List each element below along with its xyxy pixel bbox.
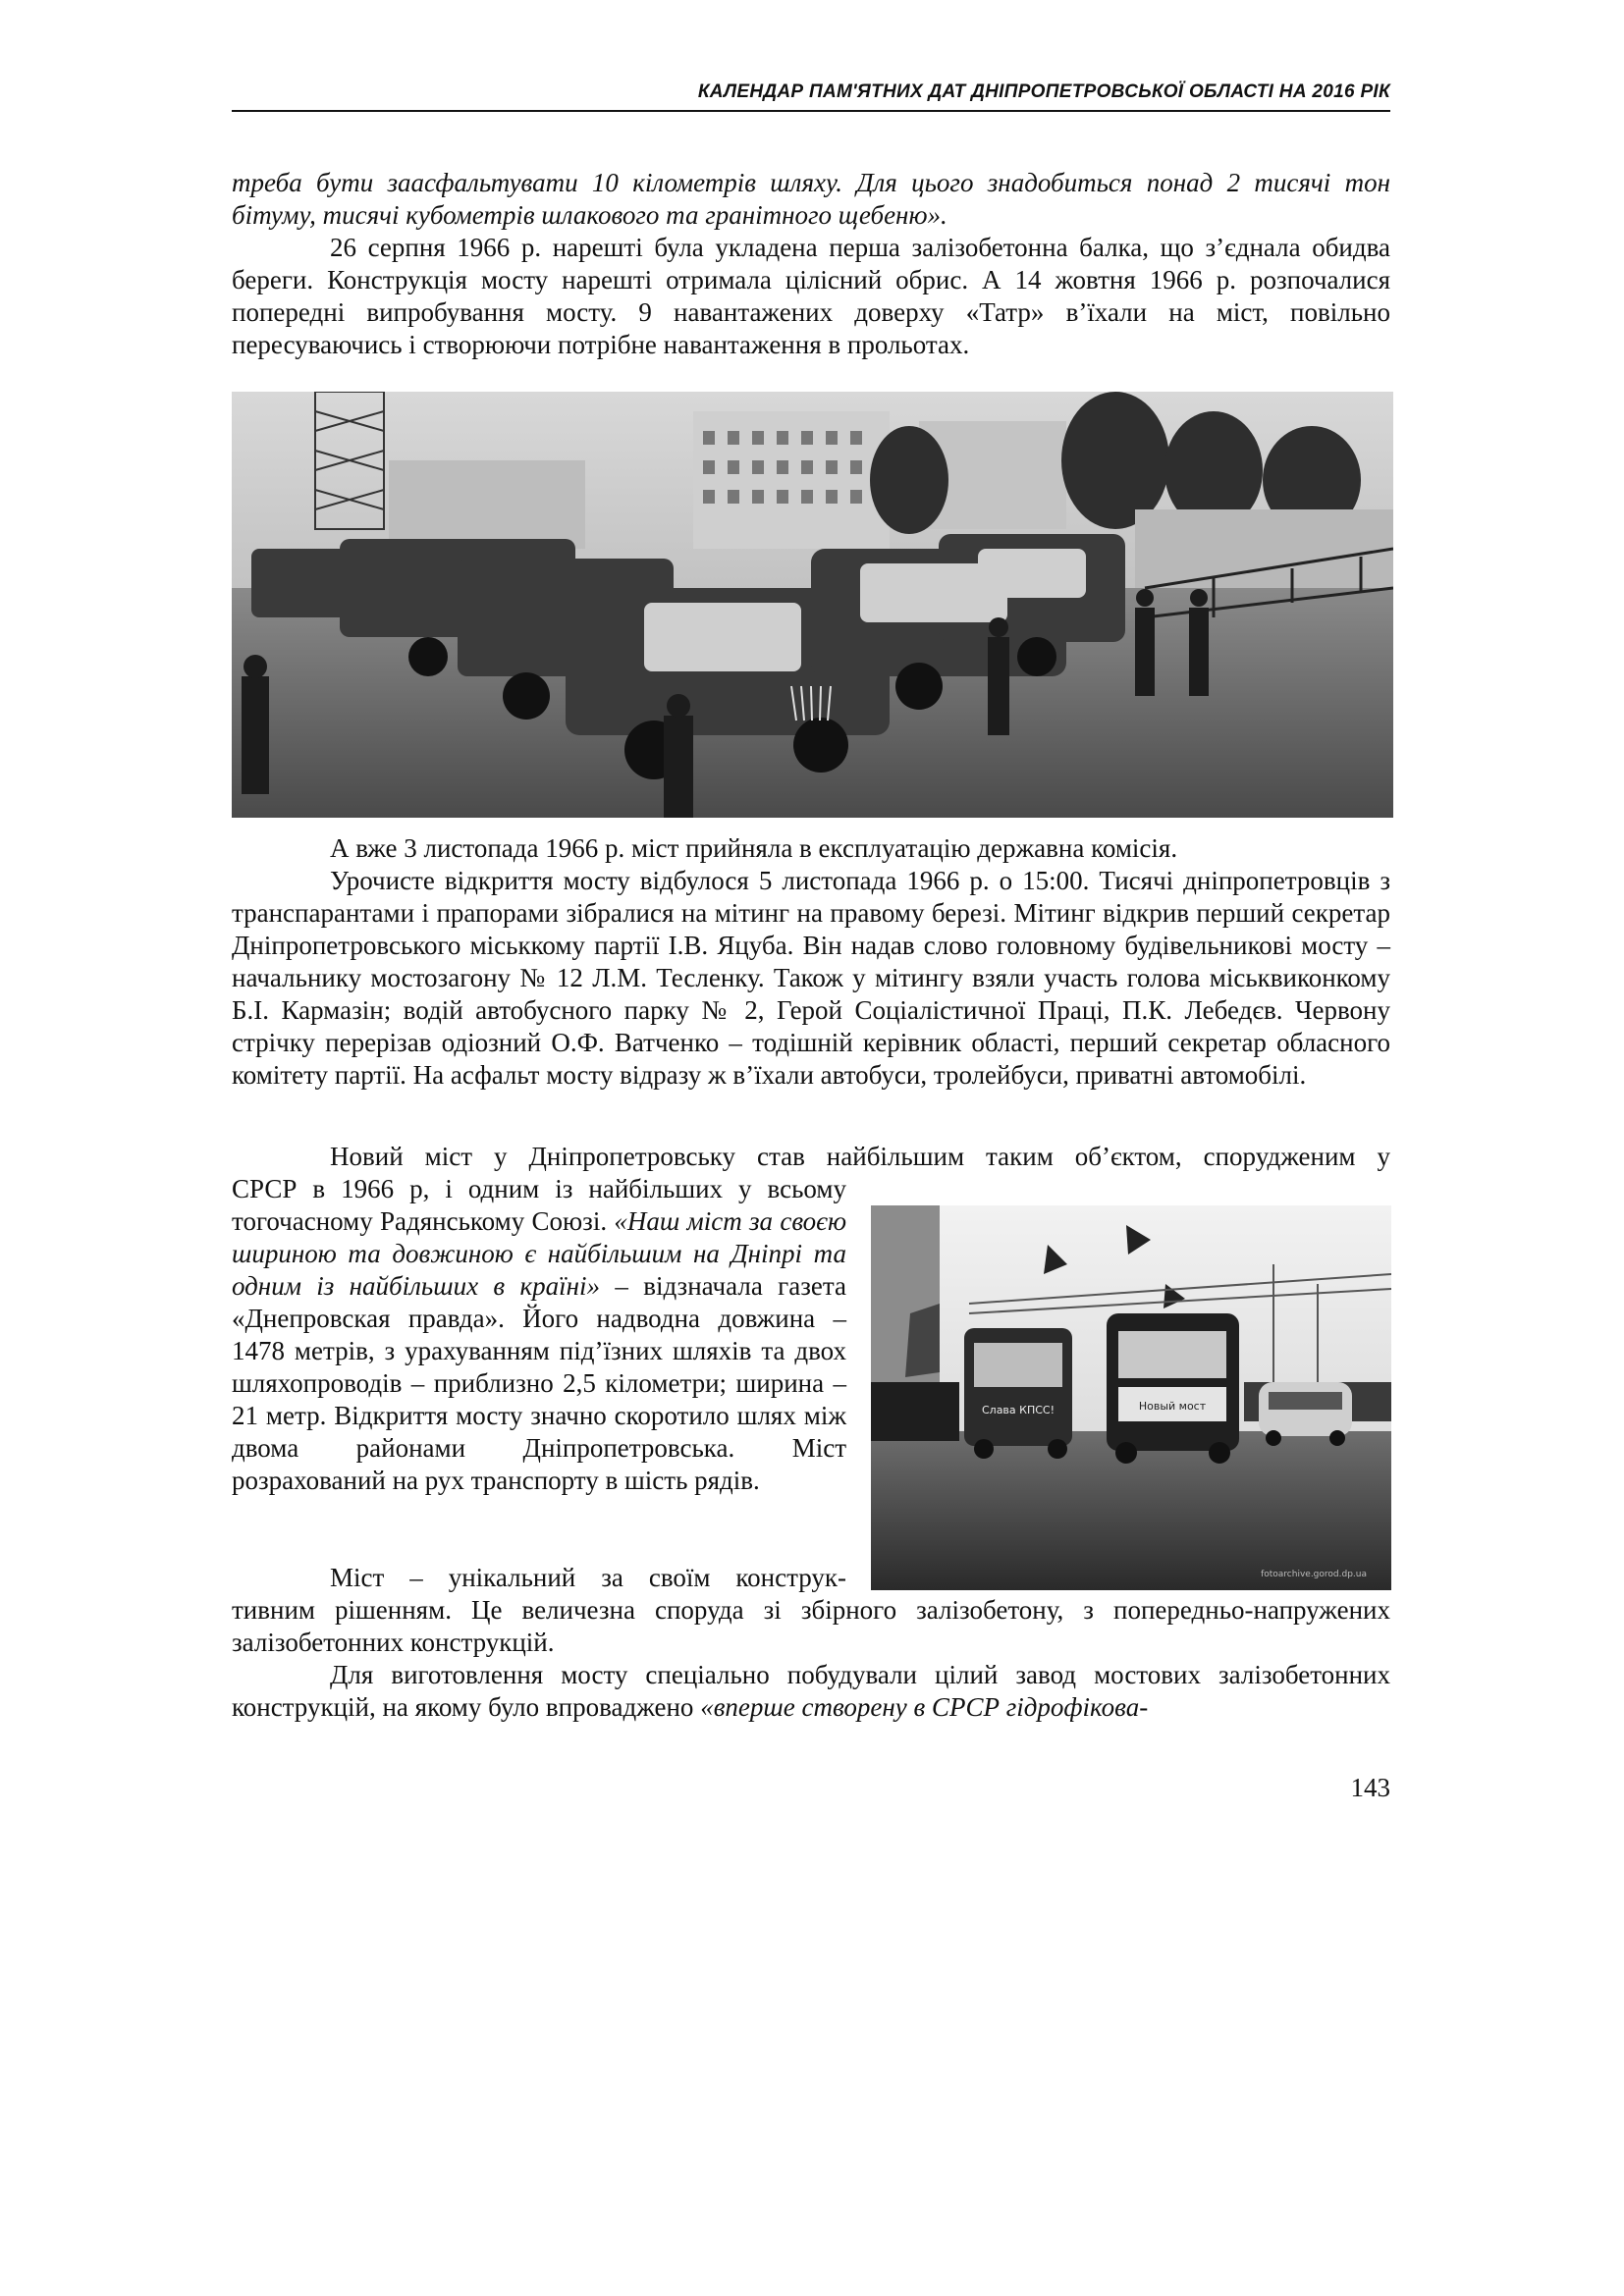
- newspaper-quote: «Наш міст за своєю шириною та довжиною є найбільшим на Дніпрі та одним із найбільших в країні»: [232, 1206, 846, 1301]
- running-title: КАЛЕНДАР ПАМ'ЯТНИХ ДАТ ДНІПРОПЕТРОВСЬКОЇ ОБЛАСТІ НА 2016 РІК: [697, 81, 1390, 102]
- text-segment: СРСР в 1966 р, і одним із найбільших у всьому тогочасному Радянському Союзі.: [232, 1174, 846, 1236]
- photo-tatra-trucks-load-test: [232, 392, 1393, 818]
- quote-segment: «вперше створену в СРСР гідрофікова-: [700, 1692, 1149, 1722]
- text-segment: – відзначала газета «Днепровская правда». Його надводна довжина – 1478 метрів, з урахуванням під’їзних шляхів та двох шляхопроводів – приблизно 2,5 кілометри; ширина – 21 метр. Відкриття мосту значно скоротило шлях між двома районами Дніпропетровська. Міст розрахований на рух транспорту в шість рядів.: [232, 1271, 846, 1495]
- photo-watermark: fotoarchive.gorod.dp.ua: [1261, 1570, 1367, 1579]
- bus2-sign: Новый мост: [1138, 1400, 1207, 1413]
- text-segment: Для виготовлення мосту спеціально побудували цілий завод мостових залізобетонних конструкцій, на якому було впроваджено: [232, 1660, 1390, 1722]
- paragraph-bridge-plant: [232, 1659, 1390, 1724]
- photo-opening-buses-image: [871, 1205, 1391, 1590]
- paragraph-quote-continuation: треба бути заасфальтувати 10 кілометрів шляху. Для цього знадобиться понад 2 тисячі тон бітуму, тисячі кубометрів шлакового та гранітного щебеню».: [232, 168, 1390, 230]
- paragraph-beam-laid: 26 серпня 1966 р. нарешті була укладена перша залізобетонна балка, що з’єднала обидва береги. Конструкція мосту нарешті отримала цілісний обрис. А 14 жовтня 1966 р. розпочалися попередні випробування мосту. 9 навантажених доверху «Татр» в’їхали на міст, повільно пересуваючись і створюючи потрібне навантаження в прольотах.: [232, 233, 1390, 359]
- photo-tatra-trucks-image: [232, 392, 1393, 818]
- paragraph-unique-design-first-line: Міст – унікальний за своїм конструк-: [330, 1563, 846, 1592]
- bus1-sign: Слава КПСС!: [981, 1404, 1056, 1416]
- photo-opening-buses: [871, 1205, 1391, 1590]
- paragraph-largest-bridge-first-line: Новий міст у Дніпропетровську став найбільшим таким об’єктом, спорудженим у: [330, 1142, 1390, 1171]
- page-number: 143: [1350, 1773, 1390, 1802]
- paragraph-commission-acceptance: А вже 3 листопада 1966 р. міст прийняла в експлуатацію державна комісія.: [330, 833, 1178, 863]
- paragraph-opening-ceremony: Урочисте відкриття мосту відбулося 5 листопада 1966 р. о 15:00. Тисячі дніпропетровців з транспарантами і прапорами зібралися на мітинг на правому березі. Мітинг відкрив перший секретар Дніпропетровського міськкому партії І.В. Яцуба. Він надав слово головному будівельникові мосту – начальнику мостозагону № 12 Л.М. Тесленку. Також у мітингу взяли участь голова міськвиконкому Б.І. Кармазін; водій автобусного парку № 2, Герой Соціалістичної Праці, П.К. Лебедєв. Червону стрічку перерізав одіозний О.Ф. Ватченко – тодішній керівник області, перший секретар обласного комітету партії. На асфальт мосту відразу ж в’їхали автобуси, тролейбуси, приватні автомобілі.: [232, 866, 1390, 1090]
- paragraph-largest-bridge-wrap: [232, 1173, 846, 1497]
- paragraph-unique-design-rest: тивним рішенням. Це величезна споруда зі збірного залізобетону, з попередньо-напружених залізобетонних конструкцій.: [232, 1595, 1390, 1657]
- running-header: [232, 75, 1390, 112]
